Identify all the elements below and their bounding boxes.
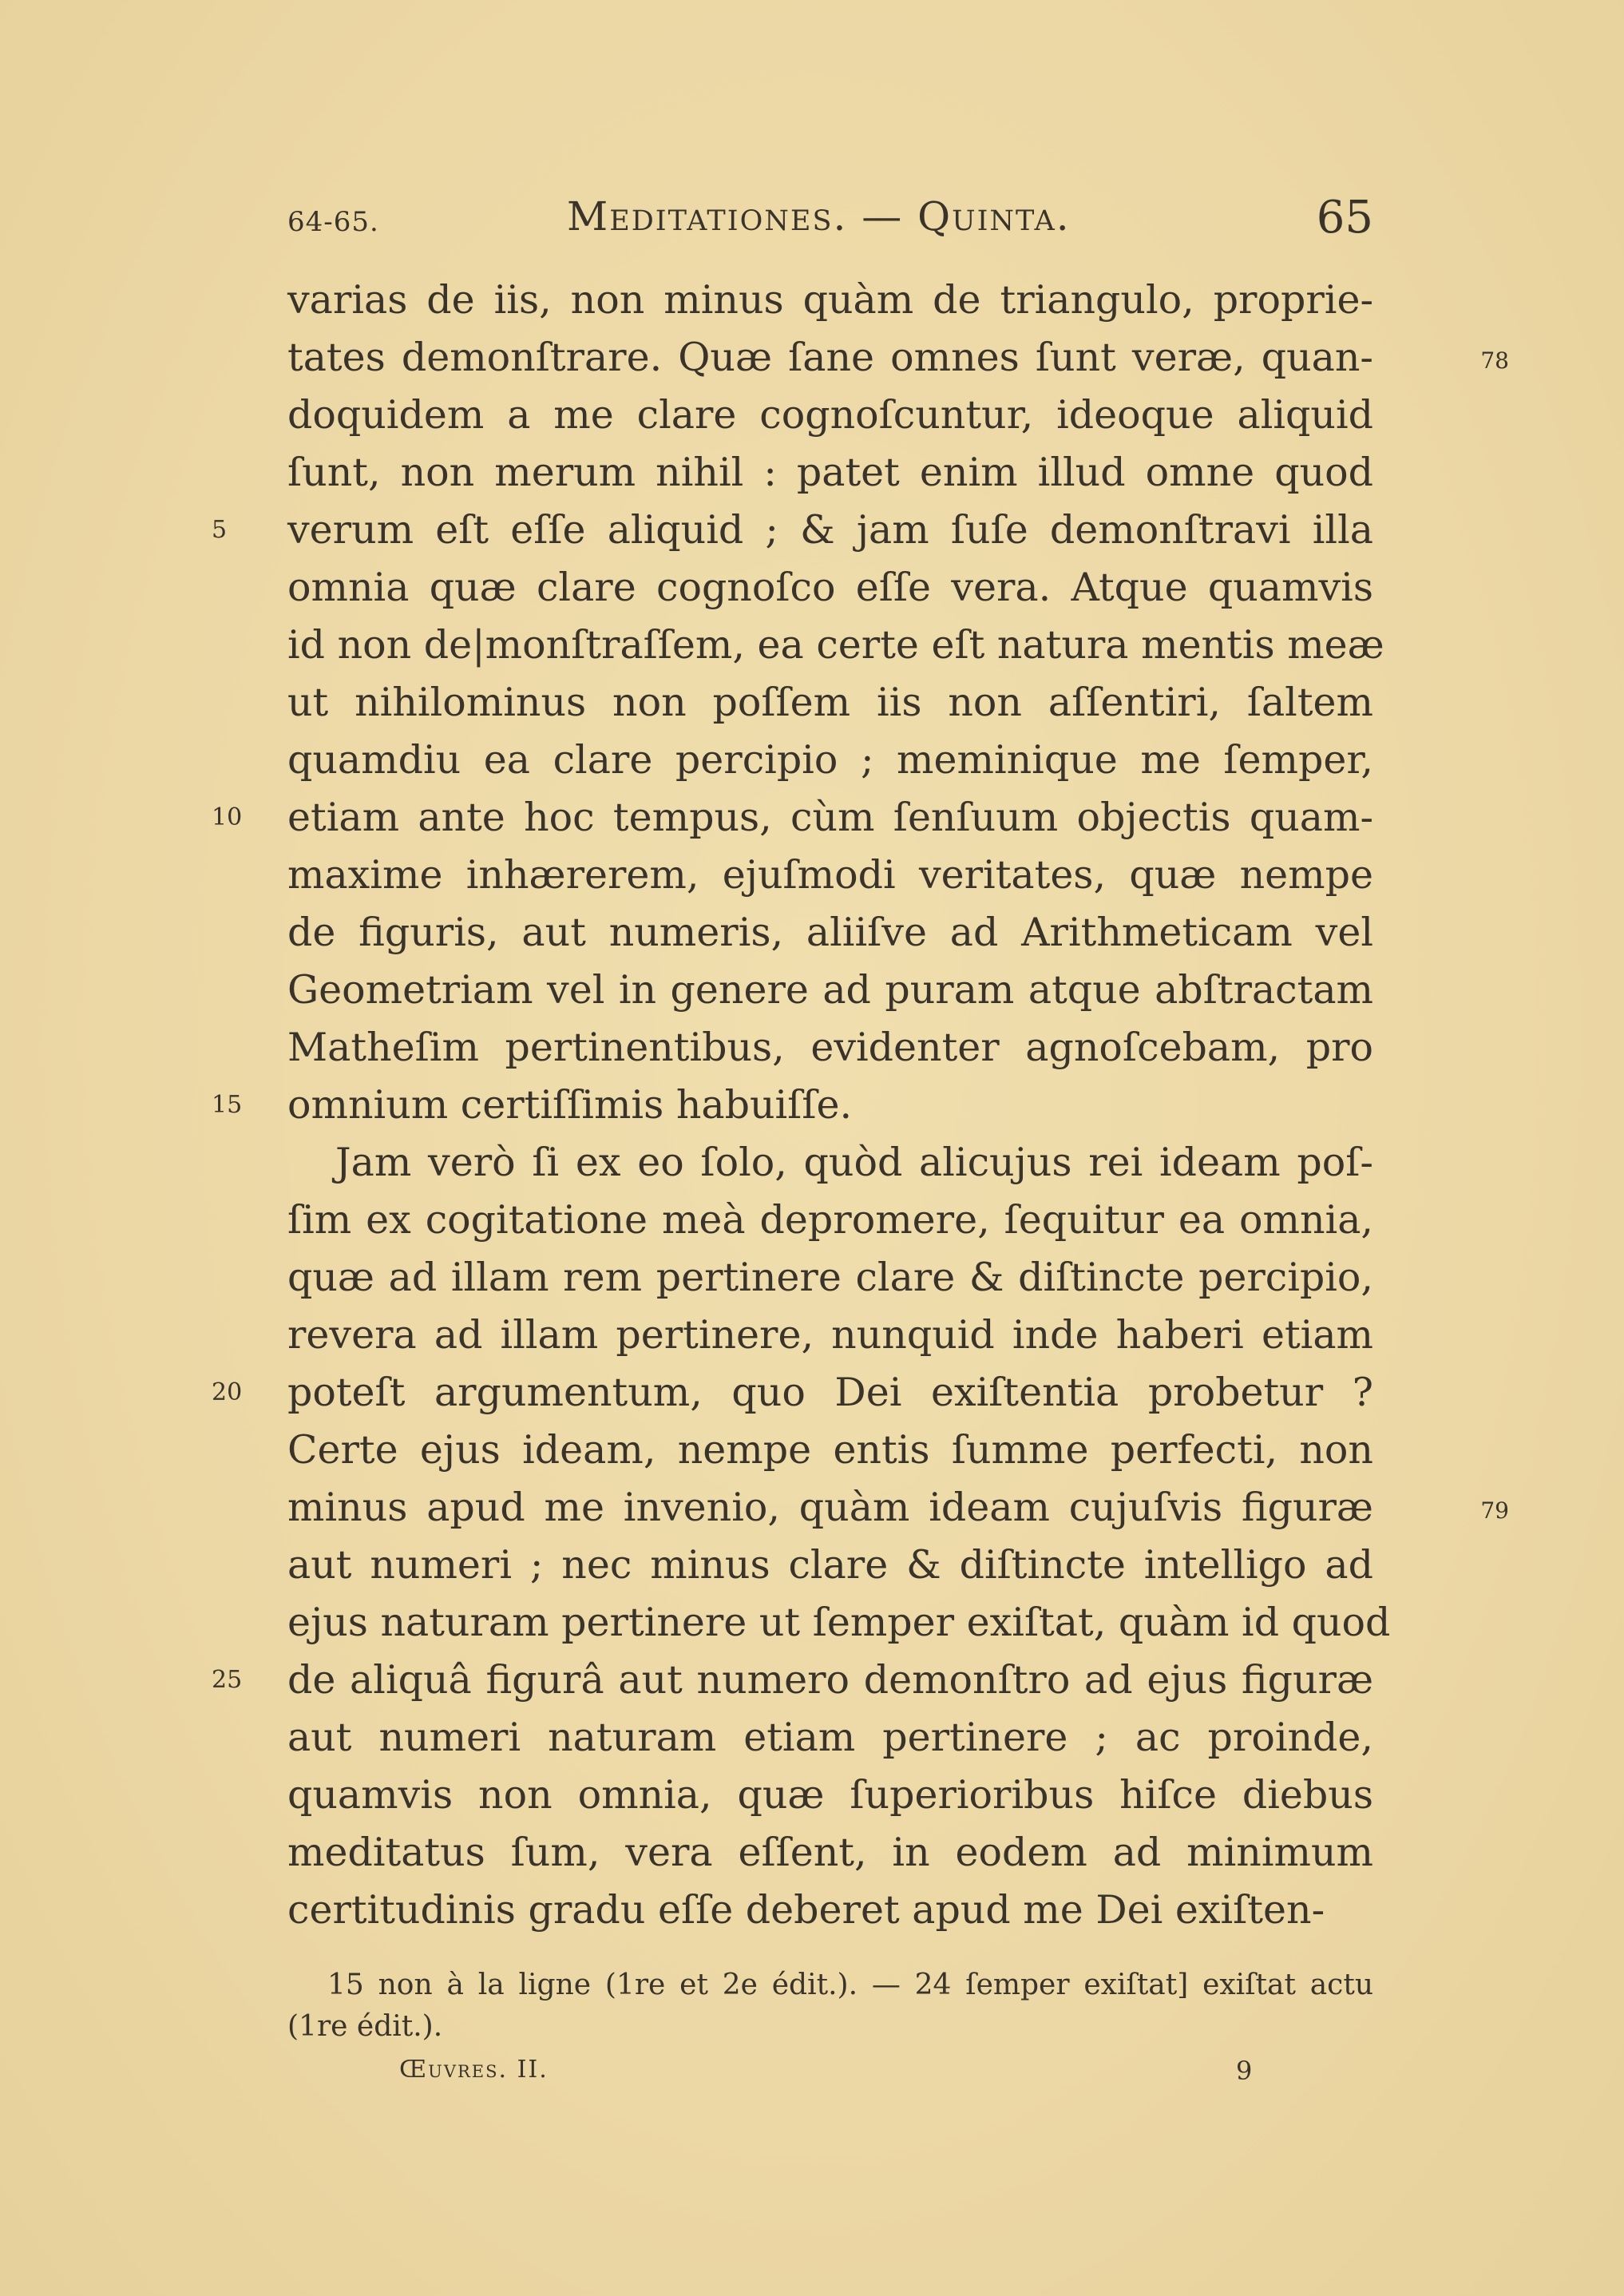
- line-text: de figuris, aut numeris, aliiſve ad Arithmeticam vel: [287, 910, 1373, 955]
- line-text: tates demonſtrare. Quæ ſane omnes ſunt veræ, quan-: [287, 335, 1373, 380]
- text-line: [287, 1767, 1373, 1824]
- line-text: omnia quæ clare cognoſco eſſe vera. Atque quamvis: [287, 565, 1373, 610]
- line-number: 25: [212, 1666, 243, 1694]
- line-text: Geometriam vel in genere ad puram atque abſtractam: [287, 967, 1373, 1013]
- header-page-range: 64-65.: [287, 206, 379, 238]
- line-text: Jam verò ſi ex eo ſolo, quòd alicujus rei ideam poſ-: [335, 1140, 1373, 1185]
- text-line: [287, 1192, 1373, 1249]
- line-text: certitudinis gradu eſſe deberet apud me Dei exiſten-: [287, 1887, 1325, 1933]
- text-line: [287, 1479, 1509, 1537]
- line-text: Certe ejus ideam, nempe entis ſumme perfecti, non: [287, 1427, 1373, 1473]
- text-line: [287, 674, 1373, 732]
- line-text: Matheſim pertinentibus, evidenter agnoſcebam, pro: [287, 1025, 1373, 1070]
- text-line: [287, 444, 1373, 502]
- line-number: 20: [212, 1378, 243, 1406]
- header-title: Meditationes. — Quinta.: [567, 193, 1071, 240]
- text-line: [287, 1537, 1373, 1594]
- text-line: [287, 559, 1373, 617]
- footnote-line: 15 non à la ligne (1re et 2e édit.). — 24 ſemper exiſtat] exiſtat actu: [327, 1969, 1373, 2001]
- text-line: [287, 329, 1509, 387]
- line-text: de aliquâ figurâ aut numero demonſtro ad ejus figuræ: [287, 1657, 1373, 1703]
- footnote-line: (1re édit.).: [287, 2010, 443, 2043]
- margin-reference: 79: [1480, 1497, 1509, 1524]
- line-text: ejus naturam pertinere ut ſemper exiſtat, quàm id quod: [287, 1600, 1391, 1645]
- text-line: [212, 502, 1373, 559]
- text-line: [287, 1709, 1373, 1767]
- text-line: [287, 272, 1373, 329]
- line-text: minus apud me invenio, quàm ideam cujuſvis figuræ: [287, 1485, 1373, 1530]
- margin-reference: 78: [1480, 347, 1509, 374]
- line-text: verum eſt eſſe aliquid ; & jam ſuſe demonſtravi illa: [287, 507, 1373, 553]
- signature-mark: Œuvres. II.: [399, 2056, 549, 2084]
- text-line: [287, 1882, 1373, 1939]
- line-text: ſim ex cogitatione meà depromere, ſequitur ea omnia,: [287, 1197, 1373, 1243]
- text-line: [212, 1364, 1373, 1422]
- text-line: [287, 962, 1373, 1019]
- text-line: [287, 904, 1373, 962]
- text-line: [287, 1019, 1373, 1077]
- line-text: etiam ante hoc tempus, cùm ſenſuum objectis quam-: [287, 795, 1373, 840]
- line-text: quamdiu ea clare percipio ; meminique me ſemper,: [287, 737, 1373, 783]
- line-text: omnium certiſſimis habuiſſe.: [287, 1082, 853, 1128]
- text-line: [287, 1307, 1373, 1364]
- footnotes: [287, 1965, 1373, 2048]
- line-number: 10: [212, 803, 243, 831]
- line-text: ut nihilominus non poſſem iis non aſſentiri, ſaltem: [287, 680, 1373, 725]
- text-line: [287, 1249, 1373, 1307]
- line-text: poteſt argumentum, quo Dei exiſtentia probetur ?: [287, 1370, 1373, 1415]
- line-text: varias de iis, non minus quàm de triangulo, proprie-: [287, 277, 1373, 323]
- body-text: [212, 272, 1509, 1939]
- line-text: aut numeri ; nec minus clare & diſtincte intelligo ad: [287, 1542, 1373, 1588]
- text-line: [287, 732, 1373, 789]
- line-text: maxime inhærerem, ejuſmodi veritates, quæ nempe: [287, 852, 1373, 898]
- text-line: [287, 617, 1384, 674]
- running-header: [287, 193, 1373, 257]
- text-line: [287, 1594, 1391, 1652]
- page-number: 65: [1316, 192, 1373, 244]
- line-text: ſunt, non merum nihil : patet enim illud omne quod: [287, 450, 1373, 495]
- line-text: revera ad illam pertinere, nunquid inde haberi etiam: [287, 1312, 1373, 1358]
- text-line: [212, 1652, 1373, 1709]
- line-number: 5: [212, 516, 228, 544]
- line-text: doquidem a me clare cognoſcuntur, ideoque aliquid: [287, 392, 1373, 438]
- text-line: [287, 1422, 1373, 1479]
- text-line: [287, 387, 1373, 444]
- text-line: [212, 1077, 1373, 1134]
- line-text: meditatus ſum, vera eſſent, in eodem ad minimum: [287, 1830, 1373, 1875]
- text-line: [287, 1134, 1373, 1192]
- text-line: [212, 789, 1373, 847]
- line-text: aut numeri naturam etiam pertinere ; ac proinde,: [287, 1715, 1373, 1760]
- line-number: 15: [212, 1091, 243, 1119]
- line-text: quamvis non omnia, quæ ſuperioribus hiſce diebus: [287, 1772, 1373, 1818]
- text-line: [287, 847, 1373, 904]
- sheet-number: 9: [1236, 2056, 1253, 2086]
- text-line: [287, 1824, 1373, 1882]
- line-text: quæ ad illam rem pertinere clare & diſtincte percipio,: [287, 1255, 1373, 1300]
- line-text: id non de|monſtraſſem, ea certe eſt natura mentis meæ: [287, 622, 1384, 668]
